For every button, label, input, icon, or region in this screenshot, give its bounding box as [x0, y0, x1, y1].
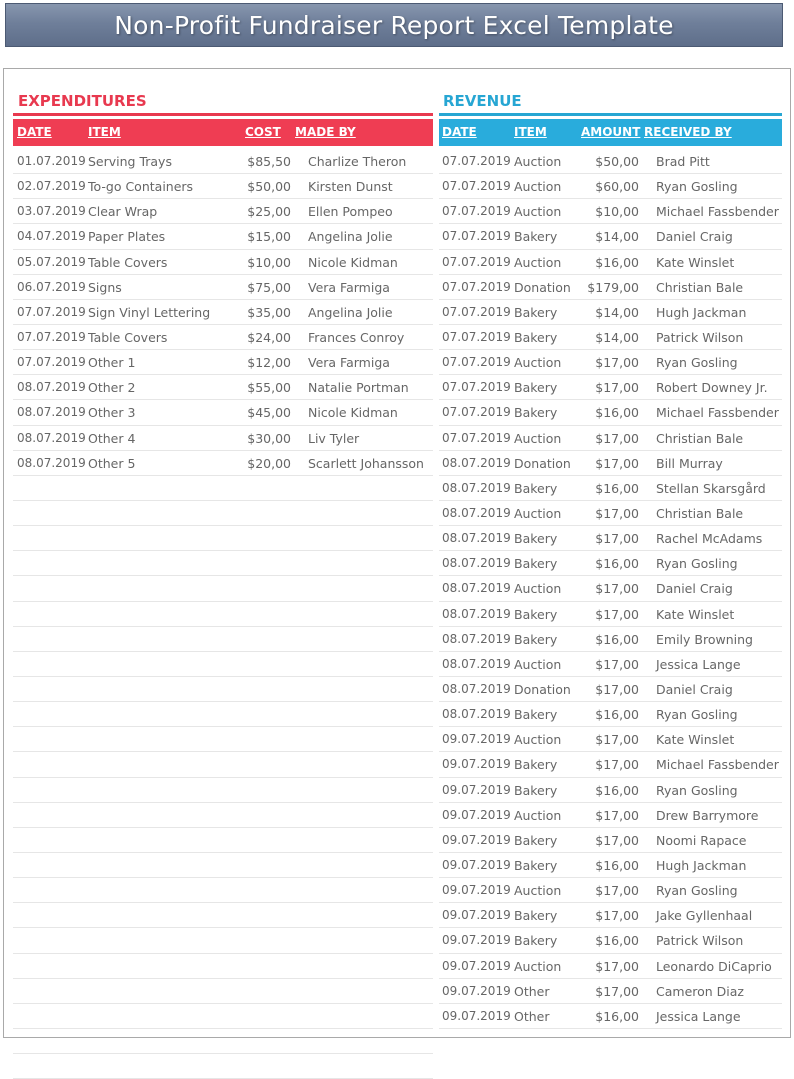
expenditures-header-made-by[interactable]: MADE BY [295, 125, 356, 139]
cell-item[interactable]: Bakery [514, 229, 558, 245]
table-row[interactable] [439, 526, 782, 551]
cell-amount[interactable]: $14,00 [595, 229, 639, 245]
cell-date[interactable]: 08.07.2019 [442, 606, 511, 621]
cell-made-by[interactable]: Frances Conroy [308, 329, 405, 345]
cell-received-by[interactable]: Kate Winslet [656, 732, 735, 748]
table-row[interactable] [439, 174, 782, 199]
table-row[interactable] [439, 928, 782, 953]
cell-item[interactable]: Other [514, 983, 550, 999]
table-row[interactable] [13, 778, 433, 803]
table-row[interactable] [13, 1029, 433, 1054]
cell-date[interactable]: 09.07.2019 [442, 1008, 511, 1023]
table-row[interactable] [439, 300, 782, 325]
table-row[interactable] [439, 224, 782, 249]
cell-amount[interactable]: $17,00 [595, 430, 639, 446]
cell-cost[interactable]: $15,00 [247, 229, 291, 245]
cell-item[interactable]: Serving Trays [88, 154, 172, 169]
table-row[interactable] [439, 853, 782, 878]
cell-amount[interactable]: $17,00 [595, 606, 639, 622]
cell-date[interactable]: 07.07.2019 [442, 204, 511, 219]
cell-received-by[interactable]: Kate Winslet [656, 254, 735, 270]
table-row[interactable] [439, 325, 782, 350]
cell-received-by[interactable]: Hugh Jackman [656, 857, 747, 873]
cell-made-by[interactable]: Scarlett Johansson [308, 455, 424, 471]
cell-amount[interactable]: $14,00 [595, 304, 639, 320]
expenditures-header-row [13, 119, 433, 146]
cell-received-by[interactable]: Ryan Gosling [656, 883, 738, 899]
cell-item[interactable]: Bakery [514, 908, 558, 924]
cell-item[interactable]: Bakery [514, 531, 558, 547]
cell-made-by[interactable]: Vera Farmiga [308, 279, 390, 295]
cell-item[interactable]: Bakery [514, 782, 558, 798]
cell-date[interactable]: 07.07.2019 [442, 229, 511, 244]
expenditures-header-cost[interactable]: COST [245, 125, 281, 139]
cell-received-by[interactable]: Ryan Gosling [656, 179, 738, 195]
cell-made-by[interactable]: Vera Farmiga [308, 355, 390, 371]
table-row[interactable] [439, 652, 782, 677]
cell-item[interactable]: Bakery [514, 380, 558, 396]
cell-amount[interactable]: $17,00 [595, 757, 639, 773]
cell-received-by[interactable]: Patrick Wilson [656, 329, 744, 345]
cell-item[interactable]: Paper Plates [88, 229, 166, 245]
expenditures-table [13, 149, 433, 1079]
cell-amount[interactable]: $17,00 [595, 983, 639, 999]
cell-date[interactable]: 08.07.2019 [17, 455, 86, 470]
cell-received-by[interactable]: Daniel Craig [656, 581, 733, 597]
cell-date[interactable]: 08.07.2019 [442, 581, 511, 596]
cell-date[interactable]: 07.07.2019 [442, 279, 511, 294]
table-row[interactable] [439, 426, 782, 451]
cell-amount[interactable]: $179,00 [587, 279, 639, 295]
table-row[interactable] [13, 174, 433, 199]
cell-date[interactable]: 01.07.2019 [17, 154, 86, 168]
cell-cost[interactable]: $75,00 [247, 279, 291, 295]
cell-made-by[interactable]: Liv Tyler [308, 430, 360, 446]
revenue-header-date[interactable]: DATE [442, 125, 477, 139]
cell-cost[interactable]: $20,00 [247, 455, 291, 471]
table-row[interactable] [13, 451, 433, 476]
cell-date[interactable]: 08.07.2019 [442, 505, 511, 520]
table-row[interactable] [13, 350, 433, 375]
table-row[interactable] [439, 803, 782, 828]
cell-date[interactable]: 09.07.2019 [442, 832, 511, 847]
table-row[interactable] [13, 979, 433, 1004]
cell-received-by[interactable]: Cameron Diaz [656, 983, 744, 999]
cell-amount[interactable]: $17,00 [595, 681, 639, 697]
cell-date[interactable]: 04.07.2019 [17, 229, 86, 244]
cell-received-by[interactable]: Jessica Lange [656, 1008, 741, 1024]
cell-date[interactable]: 09.07.2019 [442, 958, 511, 973]
cell-received-by[interactable]: Ryan Gosling [656, 707, 738, 723]
cell-made-by[interactable]: Nicole Kidman [308, 254, 398, 270]
table-row[interactable] [13, 476, 433, 501]
cell-date[interactable]: 08.07.2019 [442, 681, 511, 696]
revenue-header-amount[interactable]: AMOUNT [581, 125, 641, 139]
cell-date[interactable]: 09.07.2019 [442, 732, 511, 747]
table-row[interactable] [439, 677, 782, 702]
cell-item[interactable]: Bakery [514, 480, 558, 496]
cell-date[interactable]: 07.07.2019 [442, 179, 511, 194]
table-row[interactable] [13, 250, 433, 275]
table-row[interactable] [439, 627, 782, 652]
table-row[interactable] [439, 979, 782, 1004]
cell-date[interactable]: 07.07.2019 [442, 355, 511, 370]
cell-amount[interactable]: $17,00 [595, 355, 639, 371]
cell-received-by[interactable]: Drew Barrymore [656, 807, 759, 823]
cell-item[interactable]: Clear Wrap [88, 204, 158, 220]
cell-item[interactable]: Other 2 [88, 380, 136, 396]
cell-item[interactable]: Auction [514, 958, 562, 974]
cell-cost[interactable]: $45,00 [247, 405, 291, 421]
cell-amount[interactable]: $16,00 [595, 782, 639, 798]
cell-amount[interactable]: $17,00 [595, 531, 639, 547]
cell-date[interactable]: 08.07.2019 [442, 631, 511, 646]
cell-date[interactable]: 07.07.2019 [442, 329, 511, 344]
table-row[interactable] [439, 501, 782, 526]
cell-amount[interactable]: $17,00 [595, 505, 639, 521]
cell-item[interactable]: Bakery [514, 606, 558, 622]
cell-received-by[interactable]: Kate Winslet [656, 606, 735, 622]
cell-date[interactable]: 07.07.2019 [442, 154, 511, 168]
cell-date[interactable]: 08.07.2019 [17, 380, 86, 395]
cell-date[interactable]: 09.07.2019 [442, 782, 511, 797]
cell-item[interactable]: Auction [514, 505, 562, 521]
table-row[interactable] [439, 350, 782, 375]
cell-amount[interactable]: $16,00 [595, 254, 639, 270]
cell-item[interactable]: Auction [514, 430, 562, 446]
cell-date[interactable]: 09.07.2019 [442, 933, 511, 948]
cell-item[interactable]: Auction [514, 581, 562, 597]
table-row[interactable] [13, 828, 433, 853]
table-row[interactable] [439, 778, 782, 803]
table-row[interactable] [13, 1004, 433, 1029]
cell-received-by[interactable]: Stellan Skarsgård [656, 480, 766, 496]
cell-made-by[interactable]: Ellen Pompeo [308, 204, 393, 220]
cell-date[interactable]: 07.07.2019 [17, 329, 86, 344]
cell-item[interactable]: Auction [514, 154, 562, 169]
cell-date[interactable]: 05.07.2019 [17, 254, 86, 269]
cell-cost[interactable]: $85,50 [247, 154, 291, 169]
cell-date[interactable]: 08.07.2019 [442, 556, 511, 571]
cell-date[interactable]: 07.07.2019 [442, 254, 511, 269]
table-row[interactable] [13, 752, 433, 777]
cell-date[interactable]: 09.07.2019 [442, 983, 511, 998]
cell-item[interactable]: Donation [514, 681, 571, 697]
revenue-header-received-by[interactable]: RECEIVED BY [644, 125, 732, 139]
cell-made-by[interactable]: Nicole Kidman [308, 405, 398, 421]
cell-date[interactable]: 07.07.2019 [442, 430, 511, 445]
cell-amount[interactable]: $17,00 [595, 455, 639, 471]
table-row[interactable] [13, 501, 433, 526]
cell-made-by[interactable]: Kirsten Dunst [308, 179, 393, 195]
cell-item[interactable]: Bakery [514, 556, 558, 572]
table-row[interactable] [439, 199, 782, 224]
expenditures-divider [13, 113, 433, 116]
cell-item[interactable]: Other 5 [88, 455, 136, 471]
table-row[interactable] [439, 727, 782, 752]
cell-amount[interactable]: $17,00 [595, 732, 639, 748]
expenditures-header-date[interactable]: DATE [17, 125, 52, 139]
table-row[interactable] [439, 576, 782, 601]
cell-cost[interactable]: $25,00 [247, 204, 291, 220]
cell-item[interactable]: Auction [514, 204, 562, 220]
cell-cost[interactable]: $55,00 [247, 380, 291, 396]
cell-item[interactable]: Table Covers [88, 254, 168, 270]
cell-date[interactable]: 09.07.2019 [442, 807, 511, 822]
cell-made-by[interactable]: Natalie Portman [308, 380, 409, 396]
cell-item[interactable]: Signs [88, 279, 122, 295]
cell-date[interactable]: 08.07.2019 [17, 405, 86, 420]
table-row[interactable] [439, 476, 782, 501]
cell-amount[interactable]: $16,00 [595, 480, 639, 496]
cell-amount[interactable]: $16,00 [595, 707, 639, 723]
cell-date[interactable]: 09.07.2019 [442, 908, 511, 923]
table-row[interactable] [13, 576, 433, 601]
table-row[interactable] [13, 853, 433, 878]
table-row[interactable] [13, 526, 433, 551]
cell-date[interactable]: 09.07.2019 [442, 857, 511, 872]
cell-item[interactable]: Bakery [514, 757, 558, 773]
cell-date[interactable]: 07.07.2019 [17, 304, 86, 319]
cell-item[interactable]: Auction [514, 355, 562, 371]
revenue-title: REVENUE [443, 92, 522, 110]
cell-amount[interactable]: $17,00 [595, 581, 639, 597]
cell-date[interactable]: 08.07.2019 [17, 430, 86, 445]
cell-date[interactable]: 02.07.2019 [17, 179, 86, 194]
cell-cost[interactable]: $35,00 [247, 304, 291, 320]
cell-item[interactable]: Other 3 [88, 405, 136, 421]
cell-received-by[interactable]: Ryan Gosling [656, 556, 738, 572]
cell-amount[interactable]: $17,00 [595, 832, 639, 848]
cell-item[interactable]: Bakery [514, 933, 558, 949]
cell-item[interactable]: Sign Vinyl Lettering [88, 304, 211, 320]
table-row[interactable] [13, 928, 433, 953]
cell-date[interactable]: 08.07.2019 [442, 531, 511, 546]
cell-amount[interactable]: $14,00 [595, 329, 639, 345]
cell-amount[interactable]: $16,00 [595, 933, 639, 949]
table-row[interactable] [13, 375, 433, 400]
table-row[interactable] [439, 702, 782, 727]
cell-amount[interactable]: $16,00 [595, 631, 639, 647]
cell-amount[interactable]: $17,00 [595, 656, 639, 672]
table-row[interactable] [13, 551, 433, 576]
cell-item[interactable]: Auction [514, 656, 562, 672]
cell-received-by[interactable]: Jessica Lange [656, 656, 741, 672]
cell-cost[interactable]: $10,00 [247, 254, 291, 270]
table-row[interactable] [439, 828, 782, 853]
cell-item[interactable]: Donation [514, 279, 571, 295]
cell-amount[interactable]: $17,00 [595, 807, 639, 823]
table-row[interactable] [13, 954, 433, 979]
cell-received-by[interactable]: Daniel Craig [656, 681, 733, 697]
cell-received-by[interactable]: Hugh Jackman [656, 304, 747, 320]
table-row[interactable] [13, 300, 433, 325]
cell-item[interactable]: Bakery [514, 832, 558, 848]
cell-received-by[interactable]: Daniel Craig [656, 229, 733, 245]
cell-date[interactable]: 09.07.2019 [442, 757, 511, 772]
expenditures-header-item[interactable]: ITEM [88, 125, 121, 139]
cell-received-by[interactable]: Noomi Rapace [656, 832, 747, 848]
cell-item[interactable]: Auction [514, 254, 562, 270]
cell-received-by[interactable]: Robert Downey Jr. [656, 380, 768, 396]
table-row[interactable] [13, 727, 433, 752]
table-row[interactable] [13, 702, 433, 727]
table-row[interactable] [13, 325, 433, 350]
cell-received-by[interactable]: Rachel McAdams [656, 531, 763, 547]
cell-item[interactable]: Table Covers [88, 329, 168, 345]
cell-made-by[interactable]: Angelina Jolie [308, 304, 393, 320]
cell-item[interactable]: Donation [514, 455, 571, 471]
cell-date[interactable]: 08.07.2019 [442, 707, 511, 722]
cell-item[interactable]: To-go Containers [88, 179, 194, 195]
cell-item[interactable]: Bakery [514, 707, 558, 723]
expenditures-title: EXPENDITURES [18, 92, 147, 110]
cell-item[interactable]: Other 4 [88, 430, 136, 446]
table-row[interactable] [13, 677, 433, 702]
cell-amount[interactable]: $16,00 [595, 556, 639, 572]
cell-item[interactable]: Bakery [514, 631, 558, 647]
table-row[interactable] [439, 250, 782, 275]
cell-amount[interactable]: $10,00 [595, 204, 639, 220]
cell-item[interactable]: Bakery [514, 304, 558, 320]
table-row[interactable] [439, 602, 782, 627]
cell-received-by[interactable]: Ryan Gosling [656, 782, 738, 798]
cell-amount[interactable]: $50,00 [595, 154, 639, 169]
cell-item[interactable]: Other 1 [88, 355, 136, 371]
cell-amount[interactable]: $16,00 [595, 857, 639, 873]
cell-item[interactable]: Other [514, 1008, 550, 1024]
table-row[interactable] [439, 375, 782, 400]
cell-amount[interactable]: $60,00 [595, 179, 639, 195]
table-row[interactable] [439, 878, 782, 903]
cell-received-by[interactable]: Brad Pitt [656, 154, 710, 169]
cell-item[interactable]: Bakery [514, 857, 558, 873]
cell-item[interactable]: Auction [514, 883, 562, 899]
cell-date[interactable]: 09.07.2019 [442, 883, 511, 898]
cell-cost[interactable]: $50,00 [247, 179, 291, 195]
cell-received-by[interactable]: Ryan Gosling [656, 355, 738, 371]
table-row[interactable] [439, 1004, 782, 1029]
cell-amount[interactable]: $16,00 [595, 1008, 639, 1024]
cell-received-by[interactable]: Michael Fassbender [656, 204, 779, 220]
table-row[interactable] [439, 551, 782, 576]
cell-received-by[interactable]: Bill Murray [656, 455, 723, 471]
revenue-header-row [439, 119, 782, 146]
cell-item[interactable]: Auction [514, 807, 562, 823]
table-row[interactable] [439, 275, 782, 300]
cell-item[interactable]: Auction [514, 732, 562, 748]
cell-received-by[interactable]: Jake Gyllenhaal [656, 908, 753, 924]
cell-amount[interactable]: $17,00 [595, 380, 639, 396]
table-row[interactable] [13, 903, 433, 928]
cell-date[interactable]: 06.07.2019 [17, 279, 86, 294]
cell-amount[interactable]: $17,00 [595, 883, 639, 899]
table-row[interactable] [13, 224, 433, 249]
cell-received-by[interactable]: Emily Browning [656, 631, 753, 647]
cell-date[interactable]: 07.07.2019 [442, 304, 511, 319]
cell-item[interactable]: Auction [514, 179, 562, 195]
cell-cost[interactable]: $12,00 [247, 355, 291, 371]
table-row[interactable] [13, 199, 433, 224]
cell-item[interactable]: Bakery [514, 329, 558, 345]
cell-date[interactable]: 07.07.2019 [442, 380, 511, 395]
cell-amount[interactable]: $17,00 [595, 958, 639, 974]
cell-received-by[interactable]: Patrick Wilson [656, 933, 744, 949]
title-bar [5, 3, 783, 47]
page-title: Non-Profit Fundraiser Report Excel Template [114, 10, 674, 40]
cell-item[interactable]: Bakery [514, 405, 558, 421]
table-row[interactable] [439, 903, 782, 928]
cell-received-by[interactable]: Leonardo DiCaprio [656, 958, 772, 974]
table-row[interactable] [439, 400, 782, 425]
cell-received-by[interactable]: Michael Fassbender [656, 405, 779, 421]
cell-date[interactable]: 08.07.2019 [442, 656, 511, 671]
revenue-divider [439, 113, 782, 116]
table-row[interactable] [439, 954, 782, 979]
table-row[interactable] [13, 275, 433, 300]
cell-made-by[interactable]: Charlize Theron [308, 154, 407, 169]
table-row[interactable] [13, 400, 433, 425]
table-row[interactable] [13, 149, 433, 174]
cell-date[interactable]: 08.07.2019 [442, 480, 511, 495]
table-row[interactable] [439, 752, 782, 777]
table-row[interactable] [13, 652, 433, 677]
table-row[interactable] [13, 1054, 433, 1079]
cell-cost[interactable]: $30,00 [247, 430, 291, 446]
table-row[interactable] [13, 803, 433, 828]
cell-received-by[interactable]: Michael Fassbender [656, 757, 779, 773]
cell-date[interactable]: 07.07.2019 [442, 405, 511, 420]
cell-received-by[interactable]: Christian Bale [656, 279, 744, 295]
cell-date[interactable]: 07.07.2019 [17, 355, 86, 370]
cell-received-by[interactable]: Christian Bale [656, 430, 744, 446]
revenue-header-item[interactable]: ITEM [514, 125, 547, 139]
cell-made-by[interactable]: Angelina Jolie [308, 229, 393, 245]
cell-amount[interactable]: $16,00 [595, 405, 639, 421]
cell-date[interactable]: 03.07.2019 [17, 204, 86, 219]
cell-cost[interactable]: $24,00 [247, 329, 291, 345]
cell-received-by[interactable]: Christian Bale [656, 505, 744, 521]
cell-date[interactable]: 08.07.2019 [442, 455, 511, 470]
table-row[interactable] [13, 602, 433, 627]
cell-amount[interactable]: $17,00 [595, 908, 639, 924]
table-row[interactable] [13, 878, 433, 903]
table-row[interactable] [13, 627, 433, 652]
table-row[interactable] [439, 451, 782, 476]
revenue-table [439, 149, 782, 1029]
table-row[interactable] [13, 426, 433, 451]
table-row[interactable] [439, 149, 782, 174]
